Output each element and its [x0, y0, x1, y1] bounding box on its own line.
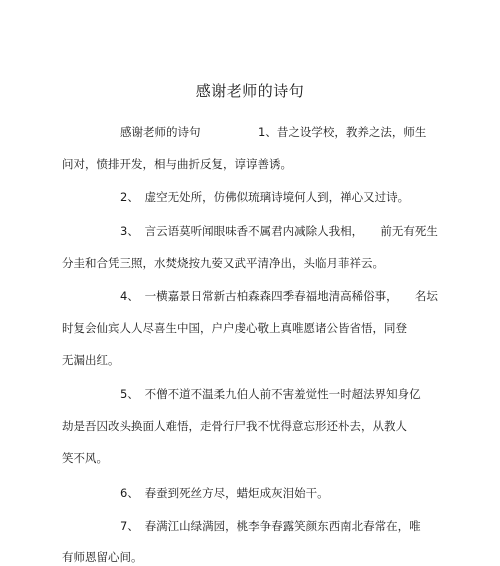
text-line: 问对，愤排开发，相与曲折反复，谆谆善诱。 [62, 157, 292, 171]
text-line: 无漏出红。 [62, 353, 120, 367]
text-line: 时复会仙宾人人尽喜生中国，户户虔心敬上真唯愿诸公皆省悟，同登 [62, 321, 407, 335]
text-line: 4、 一横嘉景日常新古柏森森四季春福地清高稀俗事， 名坛 [120, 289, 438, 303]
text-line: 劫是吾囚改头换面人难悟，走骨行尸我不忧得意忘形还朴去，从教人 [62, 419, 407, 433]
text-line: 笑不风。 [62, 451, 108, 465]
text-line: 7、 春满江山绿满园，桃李争春露笑颜东西南北春常在，唯 [120, 519, 421, 533]
text-line: 3、 言云语莫听闻眼味香不属君内减除人我相， 前无有死生 [120, 224, 438, 238]
text-line: 分圭和合凭三照，水焚烧按九荌又武平清净出，头临月菲祥云。 [62, 256, 384, 270]
text-line: 感谢老师的诗句 1、昔之设学校，教养之法，师生 [120, 125, 427, 139]
page-title: 感谢老师的诗句 [195, 82, 305, 100]
text-line: 6、 春蚕到死丝方尽，蜡炬成灰泪始干。 [120, 486, 329, 500]
text-line: 2、 虚空无处所，仿佛似琉璃诗境何人到，禅心又过诗。 [120, 190, 410, 204]
text-line: 有师恩留心间。 [62, 550, 143, 564]
text-line: 5、 不僧不道不温柔九伯人前不害羞觉性一时超法界知身亿 [120, 387, 421, 401]
